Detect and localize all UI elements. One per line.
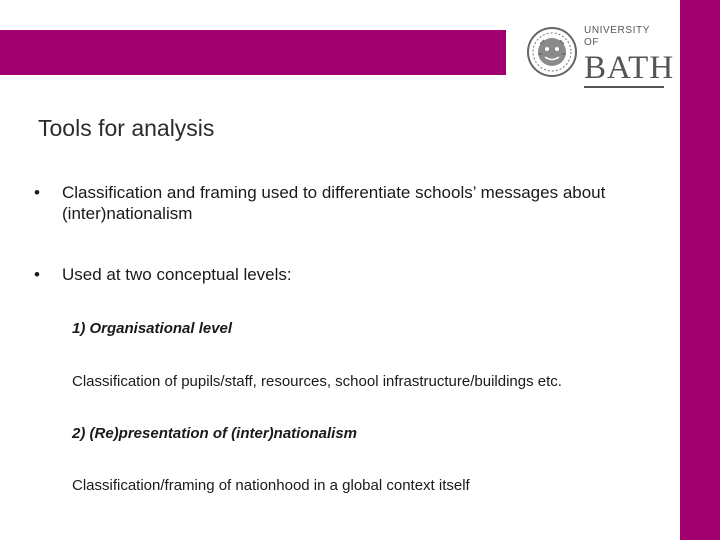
university-seal-icon bbox=[526, 26, 578, 78]
level-heading: 1) Organisational level bbox=[72, 320, 233, 337]
bullet-item bbox=[34, 264, 674, 285]
logo-bath: BATH bbox=[584, 50, 675, 86]
bullet-text: Used at two conceptual levels: bbox=[62, 265, 292, 284]
bullet-item bbox=[34, 182, 674, 224]
logo-underline bbox=[584, 86, 664, 88]
level-description: Classification of pupils/staff, resources, school infrastructure/buildings etc. bbox=[72, 373, 562, 390]
level-heading: 2) (Re)presentation of (inter)nationalism bbox=[72, 425, 358, 442]
right-side-band bbox=[680, 0, 720, 540]
bullet-marker: • bbox=[34, 183, 40, 202]
level-description: Classification/framing of nationhood in a global context itself bbox=[72, 477, 470, 494]
bullet-text: Classification and framing used to differentiate schools’ messages about (inter)nationalism bbox=[62, 183, 606, 223]
bullet-marker: • bbox=[34, 265, 40, 284]
slide-title: Tools for analysis bbox=[38, 115, 215, 141]
logo-university-of: UNIVERSITY OF bbox=[584, 25, 650, 48]
university-logo bbox=[506, 14, 680, 92]
